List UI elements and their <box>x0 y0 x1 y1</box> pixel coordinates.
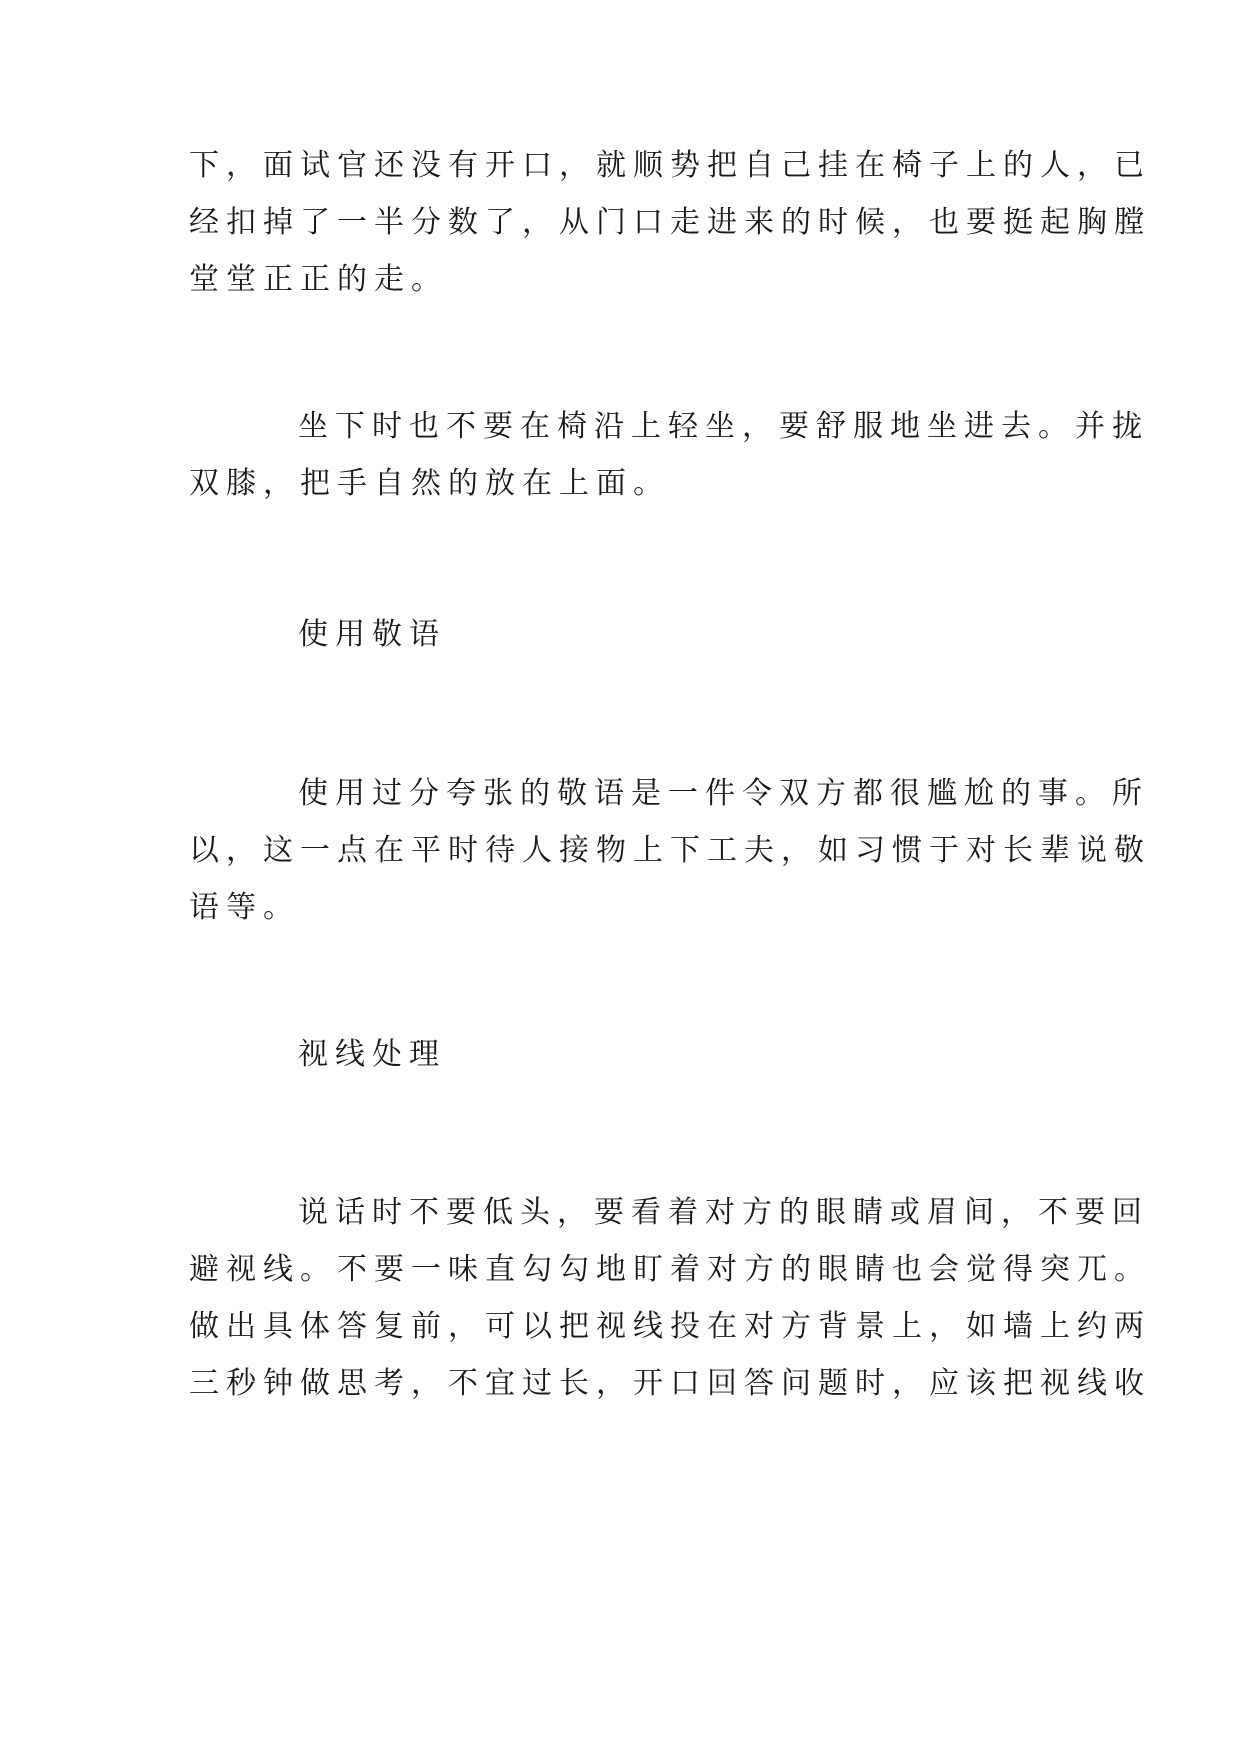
paragraph-line: 堂堂正正的走。 <box>189 262 448 297</box>
paragraph-line: 说话时不要低头，要看着对方的眼睛或眉间，不要回 <box>298 1195 1149 1230</box>
paragraph-line: 语等。 <box>189 890 300 925</box>
paragraph-honorifics <box>189 765 1151 936</box>
heading-gaze: 视线处理 <box>298 1037 446 1072</box>
paragraph-line: 使用过分夸张的敬语是一件令双方都很尴尬的事。所 <box>298 776 1149 811</box>
paragraph-line: 三秒钟做思考，不宜过长，开口回答问题时，应该把视线收 <box>189 1366 1151 1401</box>
paragraph-gaze <box>189 1184 1151 1412</box>
paragraph-line: 下，面试官还没有开口，就顺势把自己挂在椅子上的人，已 <box>189 148 1151 183</box>
paragraph-line: 双膝，把手自然的放在上面。 <box>189 466 670 501</box>
paragraph-line: 做出具体答复前，可以把视线投在对方背景上，如墙上约两 <box>189 1309 1151 1344</box>
paragraph-line: 以，这一点在平时待人接物上下工夫，如习惯于对长辈说敬 <box>189 833 1151 868</box>
paragraph-line: 坐下时也不要在椅沿上轻坐，要舒服地坐进去。并拢 <box>298 409 1149 444</box>
heading-honorifics: 使用敬语 <box>298 617 446 652</box>
paragraph-posture <box>189 137 1151 308</box>
paragraph-line: 经扣掉了一半分数了，从门口走进来的时候，也要挺起胸膛 <box>189 205 1151 240</box>
paragraph-line: 避视线。不要一味直勾勾地盯着对方的眼睛也会觉得突兀。 <box>189 1252 1151 1287</box>
paragraph-sitting <box>189 398 1149 512</box>
